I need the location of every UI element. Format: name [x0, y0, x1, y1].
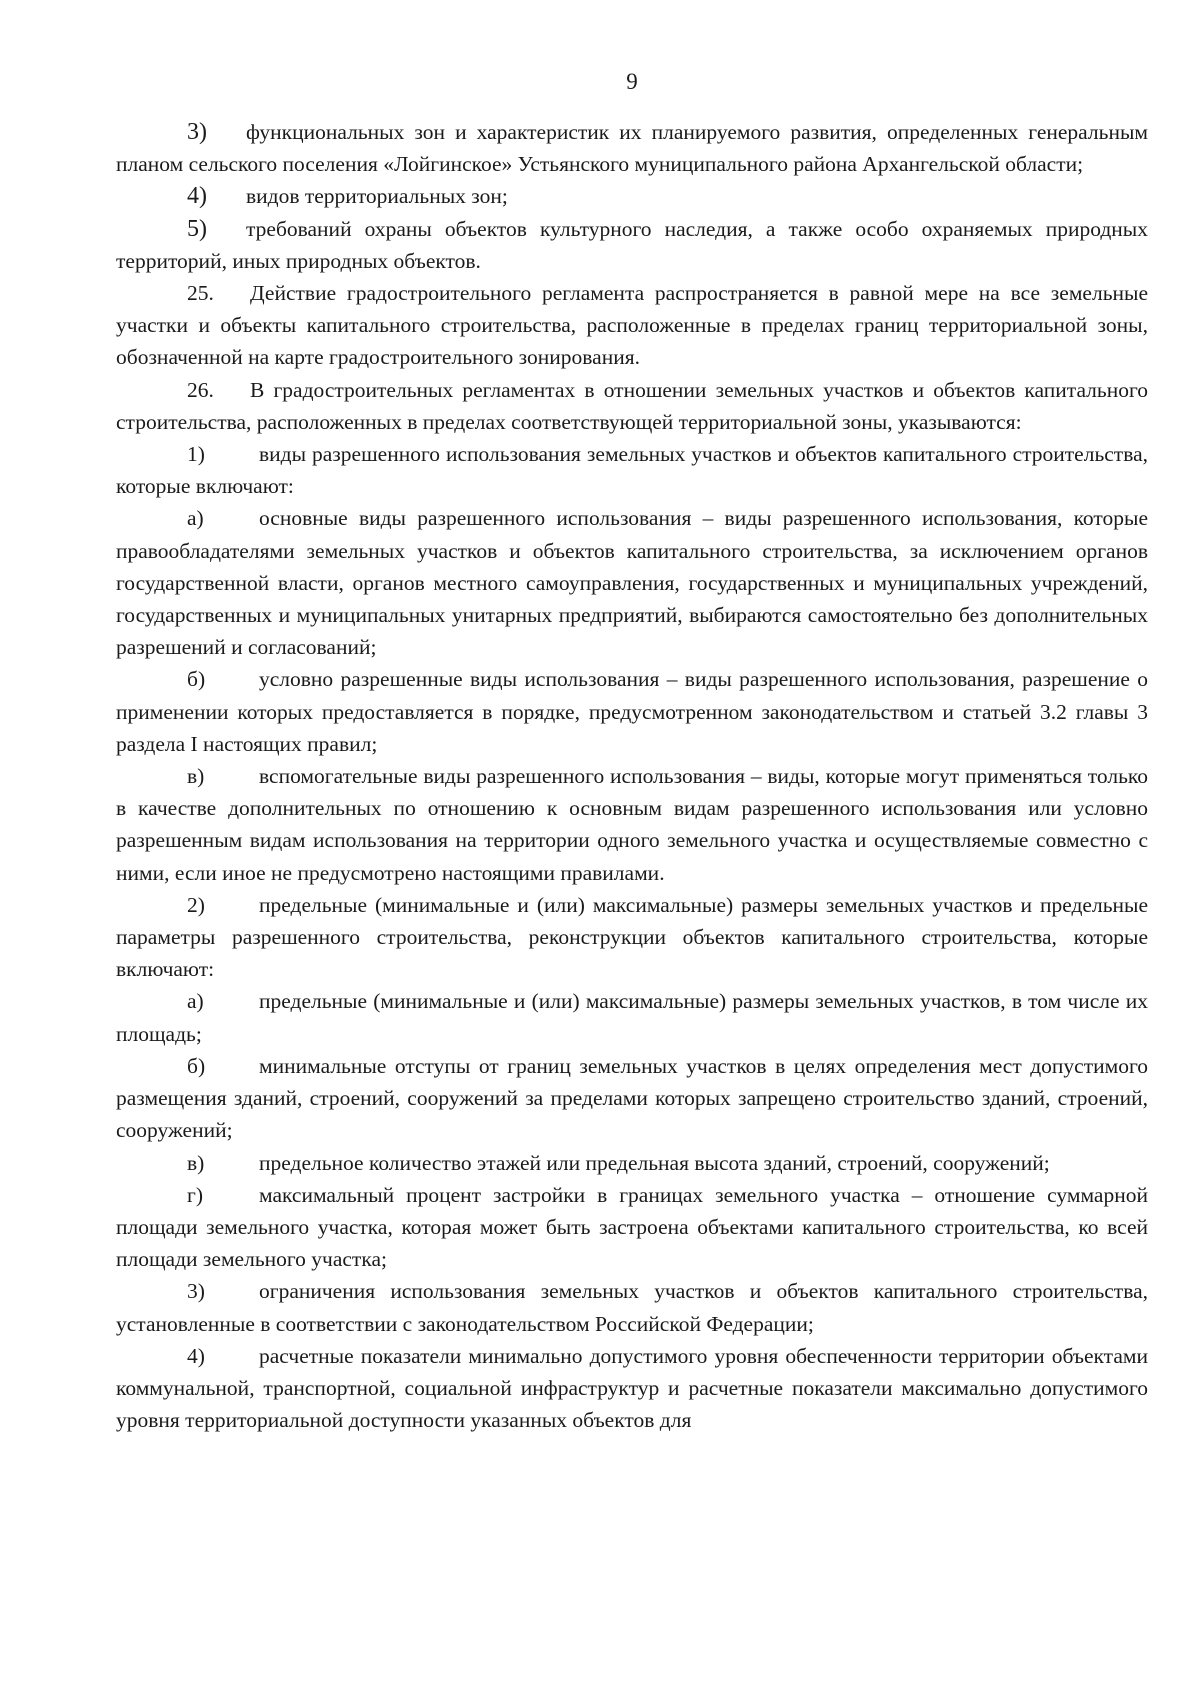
- list-item: [116, 116, 1148, 180]
- item-number: в): [187, 764, 205, 789]
- item-text: видов территориальных зон;: [246, 184, 508, 209]
- item-text: предельные (минимальные и (или) максимальные) размеры земельных участков и предельные параметры разрешенного строительства, реконструкции объектов капитального строительства, которые включают:: [116, 892, 1148, 982]
- item-text: требований охраны объектов культурного наследия, а также особо охраняемых природных территорий, иных природных объектов.: [116, 216, 1148, 273]
- list-item: [116, 889, 1148, 986]
- list-item: [116, 1275, 1148, 1339]
- list-item: [116, 985, 1148, 1049]
- item-text: В градостроительных регламентах в отношении земельных участков и объектов капитального строительства, расположенных в пределах соответствующей территориальной зоны, указываются:: [116, 377, 1148, 434]
- item-text: максимальный процент застройки в границах земельного участка – отношение суммарной площади земельного участка, которая может быть застроена объектами капитального строительства, ко всей площади земельного участка;: [116, 1182, 1148, 1272]
- item-number: 5): [187, 215, 207, 242]
- item-text: основные виды разрешенного использования – виды разрешенного использования, которые правообладателями земельных участков и объектов капитального строительства, за исключением органов государственной власти, органов местного самоуправления, государственных и муниципальных учреждений, государственных и муниципальных унитарных предприятий, выбираются самостоятельно без дополнительных разрешений и согласований;: [116, 506, 1148, 660]
- item-number: б): [187, 667, 206, 692]
- item-number: 25.: [187, 281, 214, 306]
- item-number: 4): [187, 1343, 205, 1368]
- item-number: в): [187, 1150, 205, 1175]
- item-number: 26.: [187, 377, 214, 402]
- page-number: 9: [626, 69, 638, 94]
- list-item: [116, 1179, 1148, 1276]
- list-item: [116, 502, 1148, 663]
- list-item: [116, 663, 1148, 760]
- list-item: [116, 213, 1148, 277]
- item-text: ограничения использования земельных участков и объектов капитального строительства, установленные в соответствии с законодательством Российской Федерации;: [116, 1279, 1148, 1336]
- list-item: [116, 1147, 1148, 1179]
- list-item: [116, 438, 1148, 502]
- item-text: минимальные отступы от границ земельных участков в целях определения мест допустимого размещения зданий, строений, сооружений за пределами которых запрещено строительство зданий, строений, сооружений;: [116, 1053, 1148, 1143]
- item-number: 1): [187, 442, 205, 467]
- list-item: [116, 1050, 1148, 1147]
- item-text: условно разрешенные виды использования – виды разрешенного использования, разрешение о применении которых предоставляется в порядке, предусмотренном законодательством и статьей 3.2 главы 3 раздела I настоящих правил;: [116, 667, 1148, 756]
- section-paragraph: [116, 277, 1148, 374]
- item-number: 3): [187, 1279, 205, 1304]
- list-item: [116, 1340, 1148, 1437]
- item-text: Действие градостроительного регламента распространяется в равной мере на все земельные участки и объекты капитального строительства, расположенные в пределах границ территориальной зоны, обозначенной на карте градостроительного зонирования.: [116, 281, 1148, 370]
- item-number: 2): [187, 892, 205, 917]
- document-body: [116, 116, 1148, 1436]
- item-text: предельные (минимальные и (или) максимальные) размеры земельных участков, в том числе их площадь;: [116, 989, 1148, 1046]
- section-paragraph: [116, 374, 1148, 438]
- list-item: [116, 180, 1148, 212]
- list-item: [116, 760, 1148, 889]
- item-number: а): [187, 989, 204, 1014]
- item-text: функциональных зон и характеристик их планируемого развития, определенных генеральным планом сельского поселения «Лойгинское» Устьянского муниципального района Архангельской области;: [116, 120, 1148, 177]
- item-text: вспомогательные виды разрешенного использования – виды, которые могут применяться только в качестве дополнительных по отношению к основным видам разрешенного использования или условно разрешенным видам использования на территории одного земельного участка и осуществляемые совместно с ними, если иное не предусмотрено настоящими правилами.: [116, 764, 1148, 885]
- item-number: б): [187, 1053, 206, 1078]
- item-text: виды разрешенного использования земельных участков и объектов капитального строительства, которые включают:: [116, 442, 1148, 499]
- item-text: расчетные показатели минимально допустимого уровня обеспеченности территории объектами коммунальной, транспортной, социальной инфраструктур и расчетные показатели максимально допустимого уровня территориальной доступности указанных объектов для: [116, 1343, 1148, 1433]
- item-number: а): [187, 506, 204, 531]
- item-number: 3): [187, 119, 207, 145]
- item-number: 4): [187, 183, 207, 210]
- item-text: предельное количество этажей или предельная высота зданий, строений, сооружений;: [259, 1150, 1050, 1175]
- item-number: г): [187, 1182, 203, 1207]
